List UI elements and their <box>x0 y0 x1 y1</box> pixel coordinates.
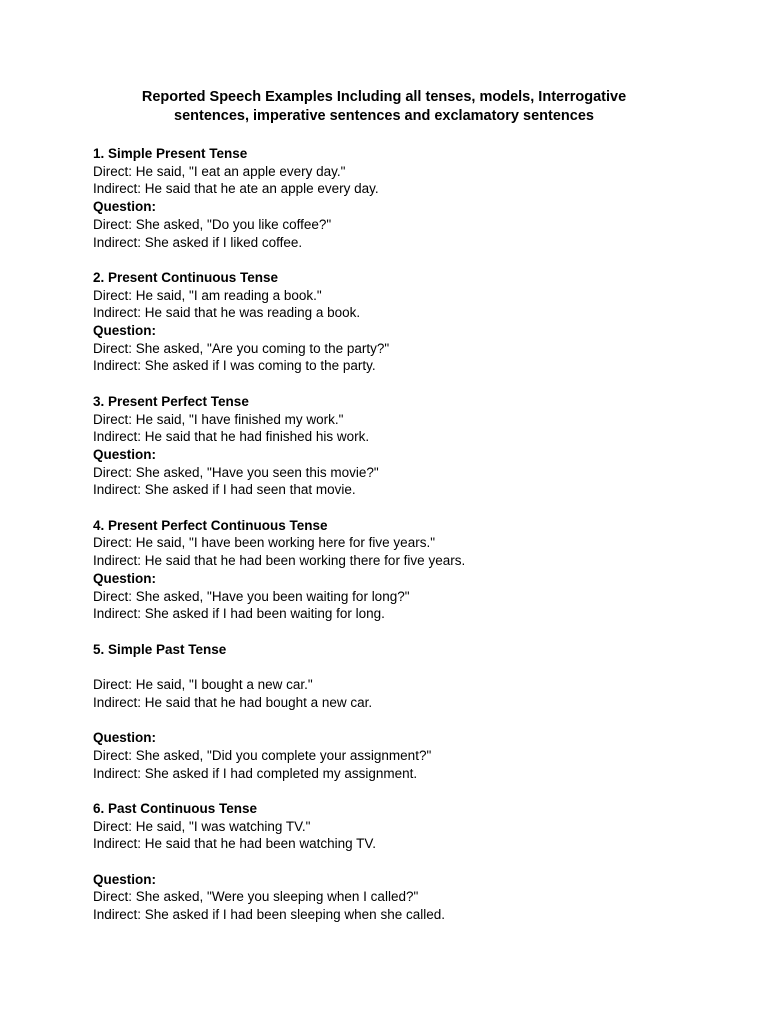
document-title <box>0 88 768 126</box>
section-past-continuous <box>93 800 733 924</box>
title-line-1: Reported Speech Examples Including all tenses, models, Interrogative <box>141 89 627 105</box>
direct-sentence: Direct: He said, "I have finished my work." <box>93 411 344 427</box>
direct-sentence: Direct: He said, "I bought a new car." <box>93 677 313 693</box>
question-label: Question: <box>93 570 156 586</box>
question-direct-sentence: Direct: She asked, "Were you sleeping when I called?" <box>93 889 419 905</box>
question-indirect-sentence: Indirect: She asked if I was coming to the party. <box>93 358 376 374</box>
indirect-sentence: Indirect: He said that he had been watching TV. <box>93 836 376 852</box>
title-line-2: sentences, imperative sentences and exclamatory sentences <box>174 108 594 124</box>
question-indirect-sentence: Indirect: She asked if I liked coffee. <box>93 234 303 250</box>
question-direct-sentence: Direct: She asked, "Do you like coffee?" <box>93 216 332 232</box>
question-label: Question: <box>93 199 156 215</box>
question-indirect-sentence: Indirect: She asked if I had seen that movie. <box>93 482 356 498</box>
question-label: Question: <box>93 730 156 746</box>
section-present-perfect-continuous <box>93 517 733 623</box>
question-direct-sentence: Direct: She asked, "Are you coming to the party?" <box>93 340 390 356</box>
blank-line <box>93 853 733 871</box>
direct-sentence: Direct: He said, "I have been working here for five years." <box>93 535 435 551</box>
question-indirect-sentence: Indirect: She asked if I had been waiting for long. <box>93 606 385 622</box>
blank-line <box>93 251 733 269</box>
indirect-sentence: Indirect: He said that he ate an apple every day. <box>93 181 379 197</box>
question-label: Question: <box>93 871 156 887</box>
question-direct-sentence: Direct: She asked, "Have you seen this movie?" <box>93 464 379 480</box>
section-present-perfect <box>93 393 733 499</box>
section-heading: 1. Simple Present Tense <box>93 146 248 161</box>
direct-sentence: Direct: He said, "I eat an apple every day." <box>93 163 346 179</box>
direct-sentence: Direct: He said, "I am reading a book." <box>93 287 322 303</box>
question-direct-sentence: Direct: She asked, "Did you complete your assignment?" <box>93 747 432 763</box>
question-label: Question: <box>93 446 156 462</box>
document-body <box>93 145 733 924</box>
blank-line <box>93 623 733 641</box>
blank-line <box>93 782 733 800</box>
section-present-continuous <box>93 269 733 375</box>
section-heading: 2. Present Continuous Tense <box>93 269 279 285</box>
indirect-sentence: Indirect: He said that he was reading a book. <box>93 305 361 321</box>
section-heading: 4. Present Perfect Continuous Tense <box>93 517 328 533</box>
indirect-sentence: Indirect: He said that he had finished his work. <box>93 429 370 445</box>
question-direct-sentence: Direct: She asked, "Have you been waiting for long?" <box>93 588 410 604</box>
section-heading: 3. Present Perfect Tense <box>93 393 249 409</box>
question-indirect-sentence: Indirect: She asked if I had been sleeping when she called. <box>93 907 445 923</box>
direct-sentence: Direct: He said, "I was watching TV." <box>93 818 311 834</box>
blank-line <box>93 711 733 729</box>
question-indirect-sentence: Indirect: She asked if I had completed my assignment. <box>93 765 418 781</box>
indirect-sentence: Indirect: He said that he had been working there for five years. <box>93 553 466 569</box>
blank-line <box>93 375 733 393</box>
indirect-sentence: Indirect: He said that he had bought a new car. <box>93 694 373 710</box>
section-simple-present <box>93 145 733 251</box>
question-label: Question: <box>93 323 156 339</box>
section-simple-past <box>93 641 733 783</box>
section-heading: 6. Past Continuous Tense <box>93 800 258 816</box>
blank-line <box>93 658 733 676</box>
blank-line <box>93 499 733 517</box>
section-heading: 5. Simple Past Tense <box>93 641 227 657</box>
